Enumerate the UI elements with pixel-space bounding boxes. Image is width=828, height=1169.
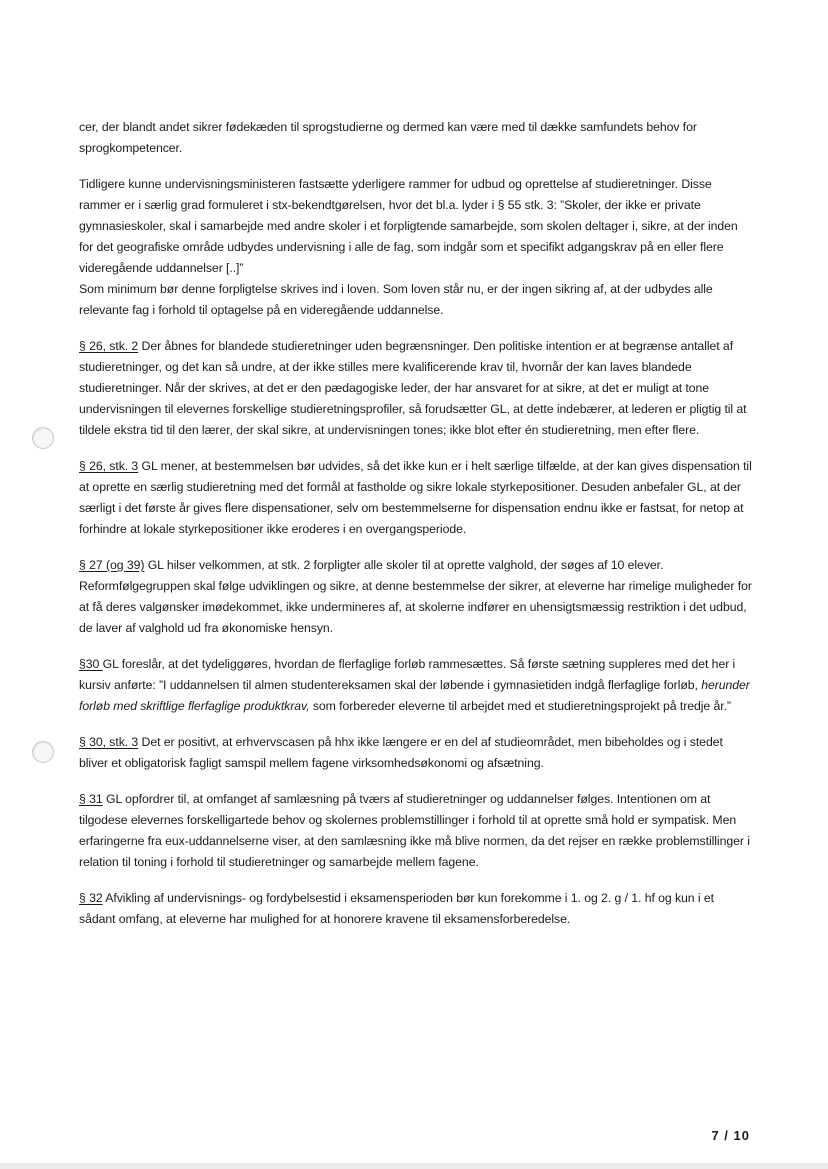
- paragraph-minimum-forpligtelse: Som minimum bør denne forpligtelse skrives ind i loven. Som loven står nu, er der ingen sikring af, at der udbydes alle relevante fag i forhold til optagelse på en videregående uddannelse.: [79, 282, 713, 317]
- paragraph-text: Det er positivt, at erhvervscasen på hhx ikke længere er en del af studieområdet, men bibeholdes og i stedet bliver et obligatorisk fagligt samspil mellem fagene virksomhedsøkonomi og afsætning.: [79, 735, 723, 770]
- section-ref: §30: [79, 657, 103, 671]
- section-ref: § 31: [79, 792, 103, 806]
- section-ref: § 30, stk. 3: [79, 735, 139, 749]
- paragraph-text: Afvikling af undervisnings- og fordybelsestid i eksamensperioden bør kun forekomme i 1. og 2. g / 1. hf og kun i et sådant omfang, at eleverne har mulighed for at honorere kravene til eksamensforberedelse.: [79, 891, 714, 926]
- paragraph-32: [79, 888, 753, 930]
- paragraph-text: GL mener, at bestemmelsen bør udvides, så det ikke kun er i helt særlige tilfælde, at der kan gives dispensation til at oprette en særlig studieretning med det formål at fastholde og sikre lokale styrkepositioner. Desuden anbefaler GL, at der særligt i det første år gives flere dispensationer, selv om bestemmelserne for dispensation endnu ikke er fastsat, for netop at forhindre at lokale styrkepositioner ikke eroderes i en overgangsperiode.: [79, 459, 752, 536]
- paragraph-text-end: som forbereder eleverne til arbejdet med et studieretningsprojekt på tredje år.”: [309, 699, 731, 713]
- punch-hole-icon: [32, 427, 54, 449]
- paragraph-text: GL hilser velkommen, at stk. 2 forpligter alle skoler til at oprette valghold, der søges af 10 elever. Reformfølgegruppen skal følge udviklingen og sikre, at denne bestemmelse der sikrer, at eleverne har rimelige muligheder for at få deres valgønsker imødekommet, ikke undermineres af, at skolerne indfører en uhensigtsmæssig restriktion i det udbud, de laver af valghold ud fra økonomiske hensyn.: [79, 558, 752, 635]
- section-ref: § 26, stk. 2: [79, 339, 139, 353]
- paragraph-30: [79, 654, 753, 717]
- paragraph-studieretninger-rammer: Tidligere kunne undervisningsministeren fastsætte yderligere rammer for udbud og oprettelse af studieretninger. Disse rammer er i særlig grad formuleret i stx-bekendtgørelsen, hvor det bl.a. lyder i § 55 stk. 3: ”Skoler, der ikke er private gymnasieskoler, skal i samarbejde med andre skoler i et forpligtende samarbejde, som skolen deltager i, sikre, at der inden for det geografiske område udbydes undervisning i alle de fag, som indgår som et specifikt adgangskrav på en eller flere videregående uddannelser [..]”: [79, 177, 738, 275]
- paragraph-27: [79, 555, 753, 639]
- paragraph-26-stk-2: [79, 336, 753, 441]
- paragraph-text: Der åbnes for blandede studieretninger uden begrænsninger. Den politiske intention er at begrænse antallet af studieretninger, og det kan så undre, at der ikke stilles mere kvalificerende krav til, hvornår der kan laves blandede studieretninger. Når der skrives, at det er den pædagogiske leder, der har ansvaret for at sikre, at det er muligt at tone undervisningen til elevernes forskellige studieretningsprofiler, så forudsætter GL, at dette indebærer, at lederen er pligtig til at tildele ekstra tid til den lærer, der skal sikre, at undervisningen tones; ikke blot efter én studieretning, men efter flere.: [79, 339, 747, 437]
- paragraph-26-stk-3: [79, 456, 753, 540]
- italic-addition: herunder forløb med skriftlige flerfaglige produktkrav,: [79, 678, 750, 713]
- page-number: 7 / 10: [711, 1128, 750, 1143]
- paragraph-intro: cer, der blandt andet sikrer fødekæden til sprogstudierne og dermed kan være med til dække samfundets behov for sprogkompetencer.: [79, 120, 697, 155]
- punch-hole-icon: [32, 741, 54, 763]
- paragraph-30-stk-3: [79, 732, 753, 774]
- paragraph-31: [79, 789, 753, 873]
- section-ref: § 27 (og 39): [79, 558, 145, 572]
- paragraph-text: GL foreslår, at det tydeliggøres, hvordan de flerfaglige forløb rammesættes. Så første sætning suppleres med det her i kursiv anførte: ”I uddannelsen til almen studentereksamen skal der løbende i gymnasietiden indgå flerfaglige forløb,: [79, 657, 736, 692]
- document-body: [79, 117, 753, 945]
- section-ref: § 32: [79, 891, 103, 905]
- page-bottom-edge: [0, 1163, 828, 1169]
- paragraph-text: GL opfordrer til, at omfanget af samlæsning på tværs af studieretninger og uddannelser følges. Intentionen om at tilgodese elevernes forskelligartede behov og skolernes problemstillinger i forhold til at oprette små hold er sympatisk. Men erfaringerne fra eux-uddannelserne viser, at den samlæsning ikke må blive normen, da det rejser en række problemstillinger i relation til toning i forhold til studieretninger og samarbejde mellem fagene.: [79, 792, 750, 869]
- section-ref: § 26, stk. 3: [79, 459, 139, 473]
